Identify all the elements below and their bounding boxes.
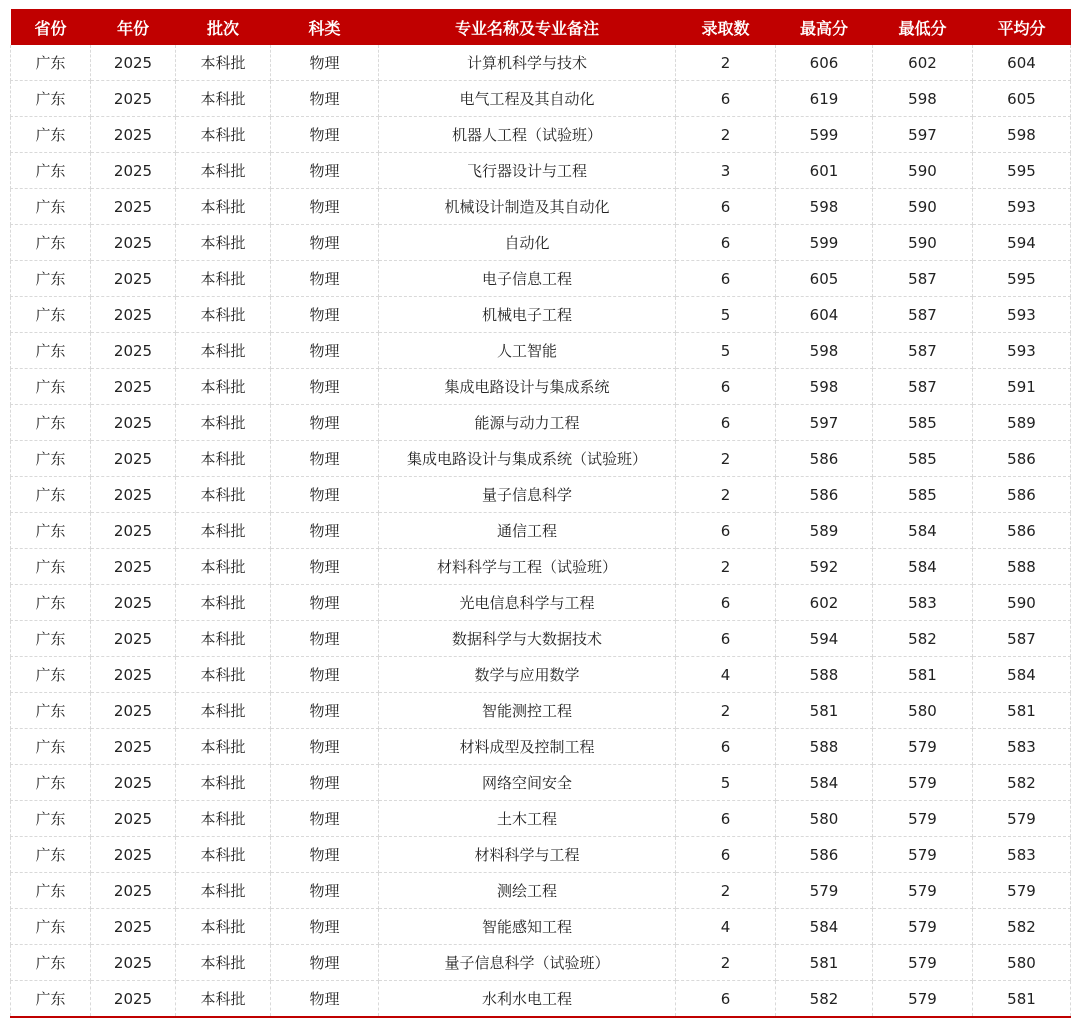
cell-province: 广东 <box>11 909 91 945</box>
column-header-major: 专业名称及专业备注 <box>379 9 676 45</box>
cell-subject: 物理 <box>271 909 379 945</box>
table-row <box>11 765 1071 801</box>
cell-admitted: 6 <box>676 405 776 441</box>
table-row <box>11 369 1071 405</box>
cell-admitted: 6 <box>676 729 776 765</box>
cell-major: 材料成型及控制工程 <box>379 729 676 765</box>
cell-province: 广东 <box>11 441 91 477</box>
cell-admitted: 6 <box>676 189 776 225</box>
cell-province: 广东 <box>11 189 91 225</box>
table-row <box>11 729 1071 765</box>
cell-max-score: 581 <box>776 693 873 729</box>
cell-max-score: 582 <box>776 981 873 1018</box>
cell-admitted: 6 <box>676 621 776 657</box>
cell-avg-score: 581 <box>973 981 1071 1018</box>
column-header-batch: 批次 <box>176 9 271 45</box>
cell-subject: 物理 <box>271 513 379 549</box>
cell-major: 人工智能 <box>379 333 676 369</box>
cell-province: 广东 <box>11 333 91 369</box>
cell-major: 量子信息科学 <box>379 477 676 513</box>
cell-major: 飞行器设计与工程 <box>379 153 676 189</box>
cell-min-score: 590 <box>873 153 973 189</box>
cell-min-score: 590 <box>873 189 973 225</box>
header-row <box>11 9 1071 45</box>
table-row <box>11 945 1071 981</box>
cell-batch: 本科批 <box>176 873 271 909</box>
cell-subject: 物理 <box>271 693 379 729</box>
cell-min-score: 580 <box>873 693 973 729</box>
column-header-year: 年份 <box>91 9 176 45</box>
cell-max-score: 619 <box>776 81 873 117</box>
cell-admitted: 2 <box>676 477 776 513</box>
cell-subject: 物理 <box>271 549 379 585</box>
cell-province: 广东 <box>11 45 91 81</box>
cell-subject: 物理 <box>271 945 379 981</box>
cell-batch: 本科批 <box>176 513 271 549</box>
cell-admitted: 2 <box>676 441 776 477</box>
cell-avg-score: 579 <box>973 873 1071 909</box>
cell-year: 2025 <box>91 81 176 117</box>
cell-avg-score: 586 <box>973 441 1071 477</box>
cell-subject: 物理 <box>271 261 379 297</box>
cell-province: 广东 <box>11 297 91 333</box>
cell-year: 2025 <box>91 693 176 729</box>
cell-year: 2025 <box>91 513 176 549</box>
cell-subject: 物理 <box>271 441 379 477</box>
cell-admitted: 6 <box>676 369 776 405</box>
cell-avg-score: 590 <box>973 585 1071 621</box>
cell-batch: 本科批 <box>176 117 271 153</box>
cell-year: 2025 <box>91 477 176 513</box>
cell-subject: 物理 <box>271 477 379 513</box>
cell-subject: 物理 <box>271 621 379 657</box>
cell-admitted: 6 <box>676 513 776 549</box>
cell-major: 光电信息科学与工程 <box>379 585 676 621</box>
cell-avg-score: 594 <box>973 225 1071 261</box>
table-row <box>11 477 1071 513</box>
cell-avg-score: 591 <box>973 369 1071 405</box>
cell-batch: 本科批 <box>176 657 271 693</box>
table-row <box>11 513 1071 549</box>
cell-max-score: 598 <box>776 189 873 225</box>
cell-year: 2025 <box>91 405 176 441</box>
cell-subject: 物理 <box>271 117 379 153</box>
cell-subject: 物理 <box>271 873 379 909</box>
cell-major: 数学与应用数学 <box>379 657 676 693</box>
cell-min-score: 584 <box>873 513 973 549</box>
table-row <box>11 45 1071 81</box>
cell-batch: 本科批 <box>176 585 271 621</box>
cell-year: 2025 <box>91 837 176 873</box>
table-row <box>11 657 1071 693</box>
cell-max-score: 586 <box>776 477 873 513</box>
cell-admitted: 2 <box>676 945 776 981</box>
cell-province: 广东 <box>11 657 91 693</box>
cell-subject: 物理 <box>271 837 379 873</box>
cell-max-score: 601 <box>776 153 873 189</box>
cell-min-score: 579 <box>873 945 973 981</box>
cell-major: 电气工程及其自动化 <box>379 81 676 117</box>
cell-admitted: 6 <box>676 837 776 873</box>
cell-min-score: 587 <box>873 261 973 297</box>
cell-batch: 本科批 <box>176 369 271 405</box>
cell-province: 广东 <box>11 81 91 117</box>
cell-avg-score: 583 <box>973 729 1071 765</box>
cell-subject: 物理 <box>271 801 379 837</box>
cell-max-score: 606 <box>776 45 873 81</box>
cell-avg-score: 579 <box>973 801 1071 837</box>
cell-year: 2025 <box>91 549 176 585</box>
cell-major: 量子信息科学（试验班） <box>379 945 676 981</box>
cell-subject: 物理 <box>271 765 379 801</box>
cell-admitted: 5 <box>676 297 776 333</box>
cell-province: 广东 <box>11 837 91 873</box>
table-row <box>11 405 1071 441</box>
cell-province: 广东 <box>11 369 91 405</box>
cell-admitted: 6 <box>676 261 776 297</box>
cell-admitted: 3 <box>676 153 776 189</box>
cell-batch: 本科批 <box>176 225 271 261</box>
cell-avg-score: 587 <box>973 621 1071 657</box>
cell-subject: 物理 <box>271 81 379 117</box>
table-row <box>11 585 1071 621</box>
cell-admitted: 6 <box>676 81 776 117</box>
table-row <box>11 441 1071 477</box>
table-row <box>11 549 1071 585</box>
cell-year: 2025 <box>91 621 176 657</box>
column-header-min-score: 最低分 <box>873 9 973 45</box>
cell-avg-score: 583 <box>973 837 1071 873</box>
cell-min-score: 579 <box>873 837 973 873</box>
cell-min-score: 587 <box>873 333 973 369</box>
cell-avg-score: 595 <box>973 153 1071 189</box>
cell-admitted: 6 <box>676 981 776 1018</box>
table-row <box>11 909 1071 945</box>
cell-subject: 物理 <box>271 153 379 189</box>
cell-province: 广东 <box>11 477 91 513</box>
cell-major: 网络空间安全 <box>379 765 676 801</box>
table-body <box>11 45 1071 1017</box>
cell-admitted: 4 <box>676 657 776 693</box>
cell-year: 2025 <box>91 585 176 621</box>
cell-max-score: 584 <box>776 909 873 945</box>
cell-max-score: 589 <box>776 513 873 549</box>
table-header <box>11 9 1071 45</box>
cell-avg-score: 586 <box>973 513 1071 549</box>
column-header-max-score: 最高分 <box>776 9 873 45</box>
cell-batch: 本科批 <box>176 477 271 513</box>
table-row <box>11 801 1071 837</box>
cell-batch: 本科批 <box>176 549 271 585</box>
cell-batch: 本科批 <box>176 801 271 837</box>
cell-province: 广东 <box>11 405 91 441</box>
cell-year: 2025 <box>91 261 176 297</box>
cell-min-score: 587 <box>873 369 973 405</box>
cell-batch: 本科批 <box>176 621 271 657</box>
cell-max-score: 597 <box>776 405 873 441</box>
cell-avg-score: 582 <box>973 765 1071 801</box>
cell-subject: 物理 <box>271 405 379 441</box>
cell-year: 2025 <box>91 801 176 837</box>
cell-province: 广东 <box>11 729 91 765</box>
cell-min-score: 579 <box>873 909 973 945</box>
cell-min-score: 583 <box>873 585 973 621</box>
cell-batch: 本科批 <box>176 153 271 189</box>
cell-major: 材料科学与工程 <box>379 837 676 873</box>
cell-province: 广东 <box>11 765 91 801</box>
cell-min-score: 585 <box>873 441 973 477</box>
cell-major: 集成电路设计与集成系统 <box>379 369 676 405</box>
cell-year: 2025 <box>91 117 176 153</box>
cell-avg-score: 593 <box>973 189 1071 225</box>
cell-admitted: 4 <box>676 909 776 945</box>
cell-min-score: 590 <box>873 225 973 261</box>
cell-major: 智能测控工程 <box>379 693 676 729</box>
cell-admitted: 2 <box>676 873 776 909</box>
cell-avg-score: 604 <box>973 45 1071 81</box>
column-header-province: 省份 <box>11 9 91 45</box>
cell-batch: 本科批 <box>176 261 271 297</box>
cell-subject: 物理 <box>271 189 379 225</box>
cell-year: 2025 <box>91 369 176 405</box>
cell-min-score: 579 <box>873 873 973 909</box>
cell-subject: 物理 <box>271 297 379 333</box>
cell-admitted: 2 <box>676 693 776 729</box>
cell-major: 测绘工程 <box>379 873 676 909</box>
cell-admitted: 6 <box>676 801 776 837</box>
table-row <box>11 225 1071 261</box>
cell-subject: 物理 <box>271 657 379 693</box>
cell-year: 2025 <box>91 441 176 477</box>
cell-admitted: 5 <box>676 333 776 369</box>
cell-avg-score: 595 <box>973 261 1071 297</box>
cell-province: 广东 <box>11 117 91 153</box>
table-row <box>11 837 1071 873</box>
cell-min-score: 598 <box>873 81 973 117</box>
cell-batch: 本科批 <box>176 441 271 477</box>
cell-max-score: 579 <box>776 873 873 909</box>
cell-major: 土木工程 <box>379 801 676 837</box>
cell-min-score: 579 <box>873 765 973 801</box>
cell-major: 机械设计制造及其自动化 <box>379 189 676 225</box>
cell-avg-score: 580 <box>973 945 1071 981</box>
cell-max-score: 592 <box>776 549 873 585</box>
table-row <box>11 297 1071 333</box>
cell-year: 2025 <box>91 981 176 1018</box>
column-header-avg-score: 平均分 <box>973 9 1071 45</box>
cell-year: 2025 <box>91 945 176 981</box>
cell-admitted: 2 <box>676 45 776 81</box>
cell-batch: 本科批 <box>176 729 271 765</box>
cell-major: 数据科学与大数据技术 <box>379 621 676 657</box>
cell-major: 材料科学与工程（试验班） <box>379 549 676 585</box>
cell-avg-score: 598 <box>973 117 1071 153</box>
cell-batch: 本科批 <box>176 945 271 981</box>
cell-max-score: 604 <box>776 297 873 333</box>
cell-year: 2025 <box>91 765 176 801</box>
cell-batch: 本科批 <box>176 81 271 117</box>
cell-province: 广东 <box>11 549 91 585</box>
cell-subject: 物理 <box>271 981 379 1018</box>
cell-avg-score: 586 <box>973 477 1071 513</box>
cell-batch: 本科批 <box>176 297 271 333</box>
cell-year: 2025 <box>91 45 176 81</box>
cell-province: 广东 <box>11 801 91 837</box>
cell-min-score: 581 <box>873 657 973 693</box>
cell-max-score: 599 <box>776 117 873 153</box>
cell-subject: 物理 <box>271 369 379 405</box>
cell-year: 2025 <box>91 189 176 225</box>
table-row <box>11 981 1071 1018</box>
cell-year: 2025 <box>91 333 176 369</box>
cell-avg-score: 593 <box>973 297 1071 333</box>
table-row <box>11 333 1071 369</box>
cell-admitted: 6 <box>676 585 776 621</box>
cell-batch: 本科批 <box>176 693 271 729</box>
cell-max-score: 588 <box>776 657 873 693</box>
cell-avg-score: 581 <box>973 693 1071 729</box>
cell-major: 计算机科学与技术 <box>379 45 676 81</box>
cell-subject: 物理 <box>271 225 379 261</box>
cell-min-score: 585 <box>873 405 973 441</box>
cell-max-score: 588 <box>776 729 873 765</box>
cell-max-score: 605 <box>776 261 873 297</box>
cell-subject: 物理 <box>271 585 379 621</box>
cell-major: 自动化 <box>379 225 676 261</box>
cell-max-score: 581 <box>776 945 873 981</box>
cell-max-score: 584 <box>776 765 873 801</box>
cell-max-score: 594 <box>776 621 873 657</box>
cell-province: 广东 <box>11 153 91 189</box>
cell-min-score: 585 <box>873 477 973 513</box>
cell-province: 广东 <box>11 945 91 981</box>
cell-major: 集成电路设计与集成系统（试验班） <box>379 441 676 477</box>
table-row <box>11 261 1071 297</box>
cell-batch: 本科批 <box>176 909 271 945</box>
cell-max-score: 586 <box>776 837 873 873</box>
cell-admitted: 5 <box>676 765 776 801</box>
admission-table-container <box>10 9 1070 1018</box>
cell-max-score: 598 <box>776 333 873 369</box>
cell-admitted: 2 <box>676 117 776 153</box>
column-header-admitted: 录取数 <box>676 9 776 45</box>
cell-admitted: 2 <box>676 549 776 585</box>
cell-batch: 本科批 <box>176 981 271 1018</box>
cell-batch: 本科批 <box>176 189 271 225</box>
cell-major: 智能感知工程 <box>379 909 676 945</box>
cell-avg-score: 605 <box>973 81 1071 117</box>
cell-subject: 物理 <box>271 45 379 81</box>
cell-batch: 本科批 <box>176 45 271 81</box>
cell-min-score: 597 <box>873 117 973 153</box>
cell-year: 2025 <box>91 153 176 189</box>
cell-avg-score: 589 <box>973 405 1071 441</box>
cell-major: 能源与动力工程 <box>379 405 676 441</box>
cell-year: 2025 <box>91 729 176 765</box>
cell-province: 广东 <box>11 873 91 909</box>
cell-province: 广东 <box>11 621 91 657</box>
cell-max-score: 580 <box>776 801 873 837</box>
table-row <box>11 117 1071 153</box>
cell-min-score: 587 <box>873 297 973 333</box>
cell-max-score: 586 <box>776 441 873 477</box>
cell-province: 广东 <box>11 513 91 549</box>
table-row <box>11 189 1071 225</box>
cell-major: 通信工程 <box>379 513 676 549</box>
cell-batch: 本科批 <box>176 333 271 369</box>
cell-max-score: 598 <box>776 369 873 405</box>
cell-year: 2025 <box>91 909 176 945</box>
admission-table <box>10 9 1071 1018</box>
cell-major: 电子信息工程 <box>379 261 676 297</box>
cell-year: 2025 <box>91 657 176 693</box>
cell-min-score: 584 <box>873 549 973 585</box>
cell-min-score: 579 <box>873 729 973 765</box>
cell-province: 广东 <box>11 261 91 297</box>
cell-avg-score: 593 <box>973 333 1071 369</box>
cell-max-score: 602 <box>776 585 873 621</box>
cell-max-score: 599 <box>776 225 873 261</box>
cell-subject: 物理 <box>271 333 379 369</box>
cell-batch: 本科批 <box>176 765 271 801</box>
cell-province: 广东 <box>11 585 91 621</box>
cell-subject: 物理 <box>271 729 379 765</box>
cell-year: 2025 <box>91 225 176 261</box>
cell-min-score: 579 <box>873 981 973 1018</box>
table-row <box>11 153 1071 189</box>
cell-province: 广东 <box>11 693 91 729</box>
cell-year: 2025 <box>91 297 176 333</box>
cell-province: 广东 <box>11 981 91 1018</box>
cell-major: 机器人工程（试验班） <box>379 117 676 153</box>
cell-avg-score: 588 <box>973 549 1071 585</box>
cell-province: 广东 <box>11 225 91 261</box>
table-row <box>11 693 1071 729</box>
cell-avg-score: 584 <box>973 657 1071 693</box>
cell-admitted: 6 <box>676 225 776 261</box>
cell-avg-score: 582 <box>973 909 1071 945</box>
table-row <box>11 621 1071 657</box>
cell-min-score: 602 <box>873 45 973 81</box>
cell-major: 机械电子工程 <box>379 297 676 333</box>
cell-batch: 本科批 <box>176 837 271 873</box>
cell-batch: 本科批 <box>176 405 271 441</box>
table-row <box>11 81 1071 117</box>
cell-min-score: 582 <box>873 621 973 657</box>
column-header-subject: 科类 <box>271 9 379 45</box>
table-row <box>11 873 1071 909</box>
cell-min-score: 579 <box>873 801 973 837</box>
cell-year: 2025 <box>91 873 176 909</box>
cell-major: 水利水电工程 <box>379 981 676 1018</box>
